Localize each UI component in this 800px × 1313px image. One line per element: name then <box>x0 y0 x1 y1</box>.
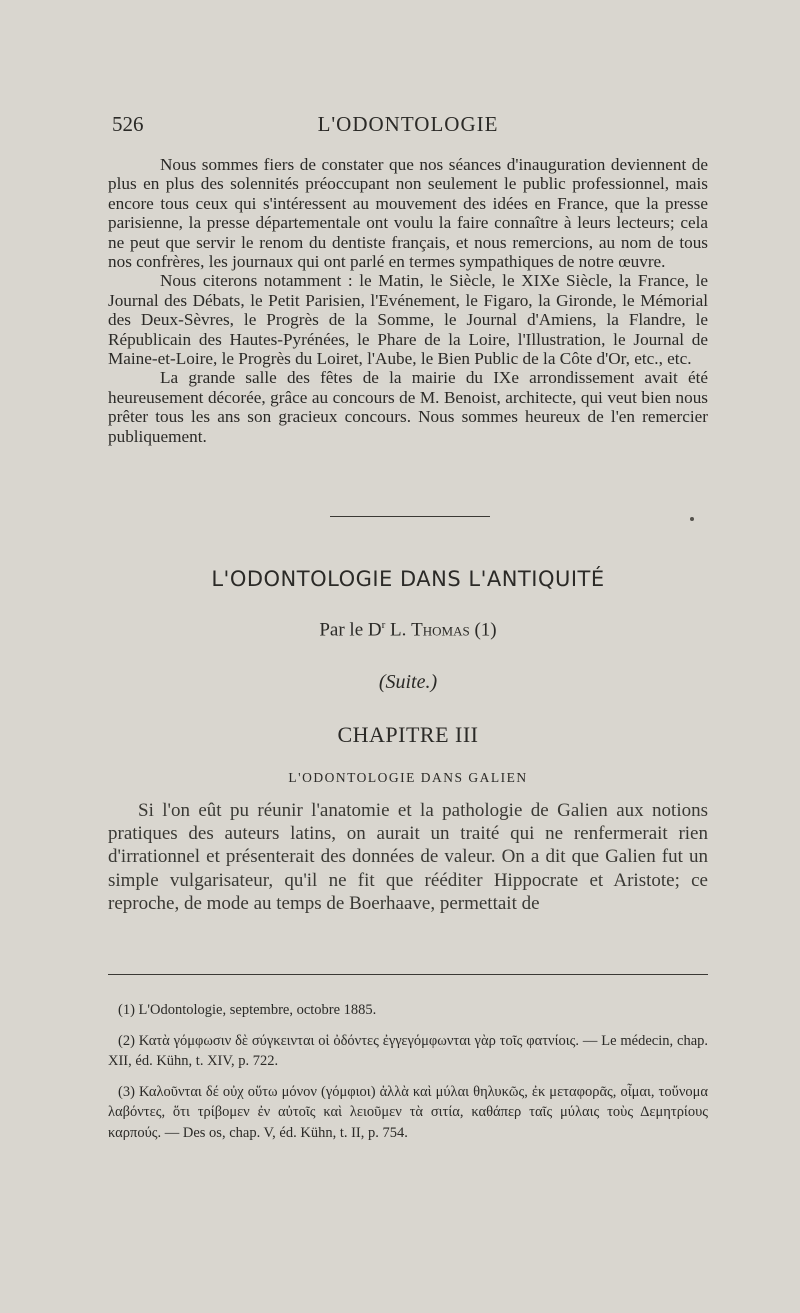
author-name: Thomas <box>411 619 470 641</box>
byline-initial: L. <box>390 619 407 641</box>
chapter-heading: CHAPITRE III <box>337 722 479 747</box>
footnote-ref: (1) <box>474 619 497 641</box>
footnotes <box>108 1000 708 1153</box>
suite-label: (Suite.) <box>378 671 438 693</box>
chapter-subtitle: L'ODONTOLOGIE DANS GALIEN <box>288 770 528 785</box>
intro-paragraph: Nous citerons notamment : le Matin, le Siècle, le XIXe Siècle, la France, le Journal des Débats, le Petit Parisien, l'Evénement, le Figaro, la Gironde, le Mémorial des Deux-Sèvres, le Progrès de la Somme, le Journal d'Amiens, la Flandre, le Républicain des Hautes-Pyrénées, le Phare de la Loire, l'Illustration, le Journal de Maine-et-Loire, le Progrès du Loiret, l'Aube, le Bien Public de la Côte d'Or, etc., etc. <box>108 271 708 369</box>
intro-paragraph: Nous sommes fiers de constater que nos séances d'inauguration deviennent de plus en plus des solennités préoccupant non seulement le public professionnel, mais encore tous ceux qui s'intéressent au mouvement des idées en France, que la presse parisienne, la presse départementale ont voulu la faire connaître à leurs lecteurs; cela ne peut que servir le renom du dentiste français, et nous remercions, au nom de tous nos confrères, les journaux qui ont parlé en termes sympathiques de notre œuvre. <box>108 155 708 272</box>
ink-speck <box>690 517 694 521</box>
footnote-divider <box>108 974 708 975</box>
intro-paragraph: La grande salle des fêtes de la mairie du IXe arrondissement avait été heureusement décorée, grâce au concours de M. Benoist, architecte, qui veut bien nous prêter tous les ans son gracieux concours. Nous sommes heureux de l'en remercier publiquement. <box>108 368 708 446</box>
page-number: 526 <box>112 112 144 136</box>
article-title: L'ODONTOLOGIE DANS L'ANTIQUITÉ <box>211 567 605 591</box>
article-body <box>108 799 708 915</box>
page-header <box>108 112 708 142</box>
footnote-1: (1) L'Odontologie, septembre, octobre 1885. <box>118 1002 377 1018</box>
body-paragraph: Si l'on eût pu réunir l'anatomie et la pathologie de Galien aux notions pratiques des auteurs latins, on aurait un traité qui ne renfermerait rien d'irrationnel et présenterait des données de valeur. On a dit que Galien fut un simple vulgarisateur, qu'il ne fit que rééditer Hippocrate et Aristote; ce reproche, de mode au temps de Boerhaave, permettait de <box>108 800 708 914</box>
byline-sup: r <box>381 619 386 631</box>
footnote-3: (3) Καλοῦνται δέ οὐχ οὕτω μόνον (γόμφιοι) ἀλλὰ καὶ μύλαι θηλυκῶς, ἐκ μεταφορᾶς, οἶμαι, τοὔνομα λαβόντες, ὅτι τρίβομεν ἐν αὐτοῖς καὶ λειοῦμεν τὰ σιτία, καθάπερ ταῖς μύλαις τοὺς Δεμητρίους καρπούς. — Des os, chap. V, éd. Kühn, t. II, p. 754. <box>108 1083 708 1141</box>
byline-prefix: Par le D <box>319 619 382 641</box>
intro-text <box>108 155 708 446</box>
footnote-2: (2) Κατὰ γόμφωσιν δὲ σύγκεινται οἱ ὀδόντες ἐγγεγόμφωνται γὰρ τοῖς φατνίοις. — Le médecin, chap. XII, éd. Kühn, t. XIV, p. 722. <box>108 1032 708 1069</box>
byline <box>108 619 708 641</box>
section-divider <box>330 516 490 517</box>
running-title: L'ODONTOLOGIE <box>317 112 499 136</box>
